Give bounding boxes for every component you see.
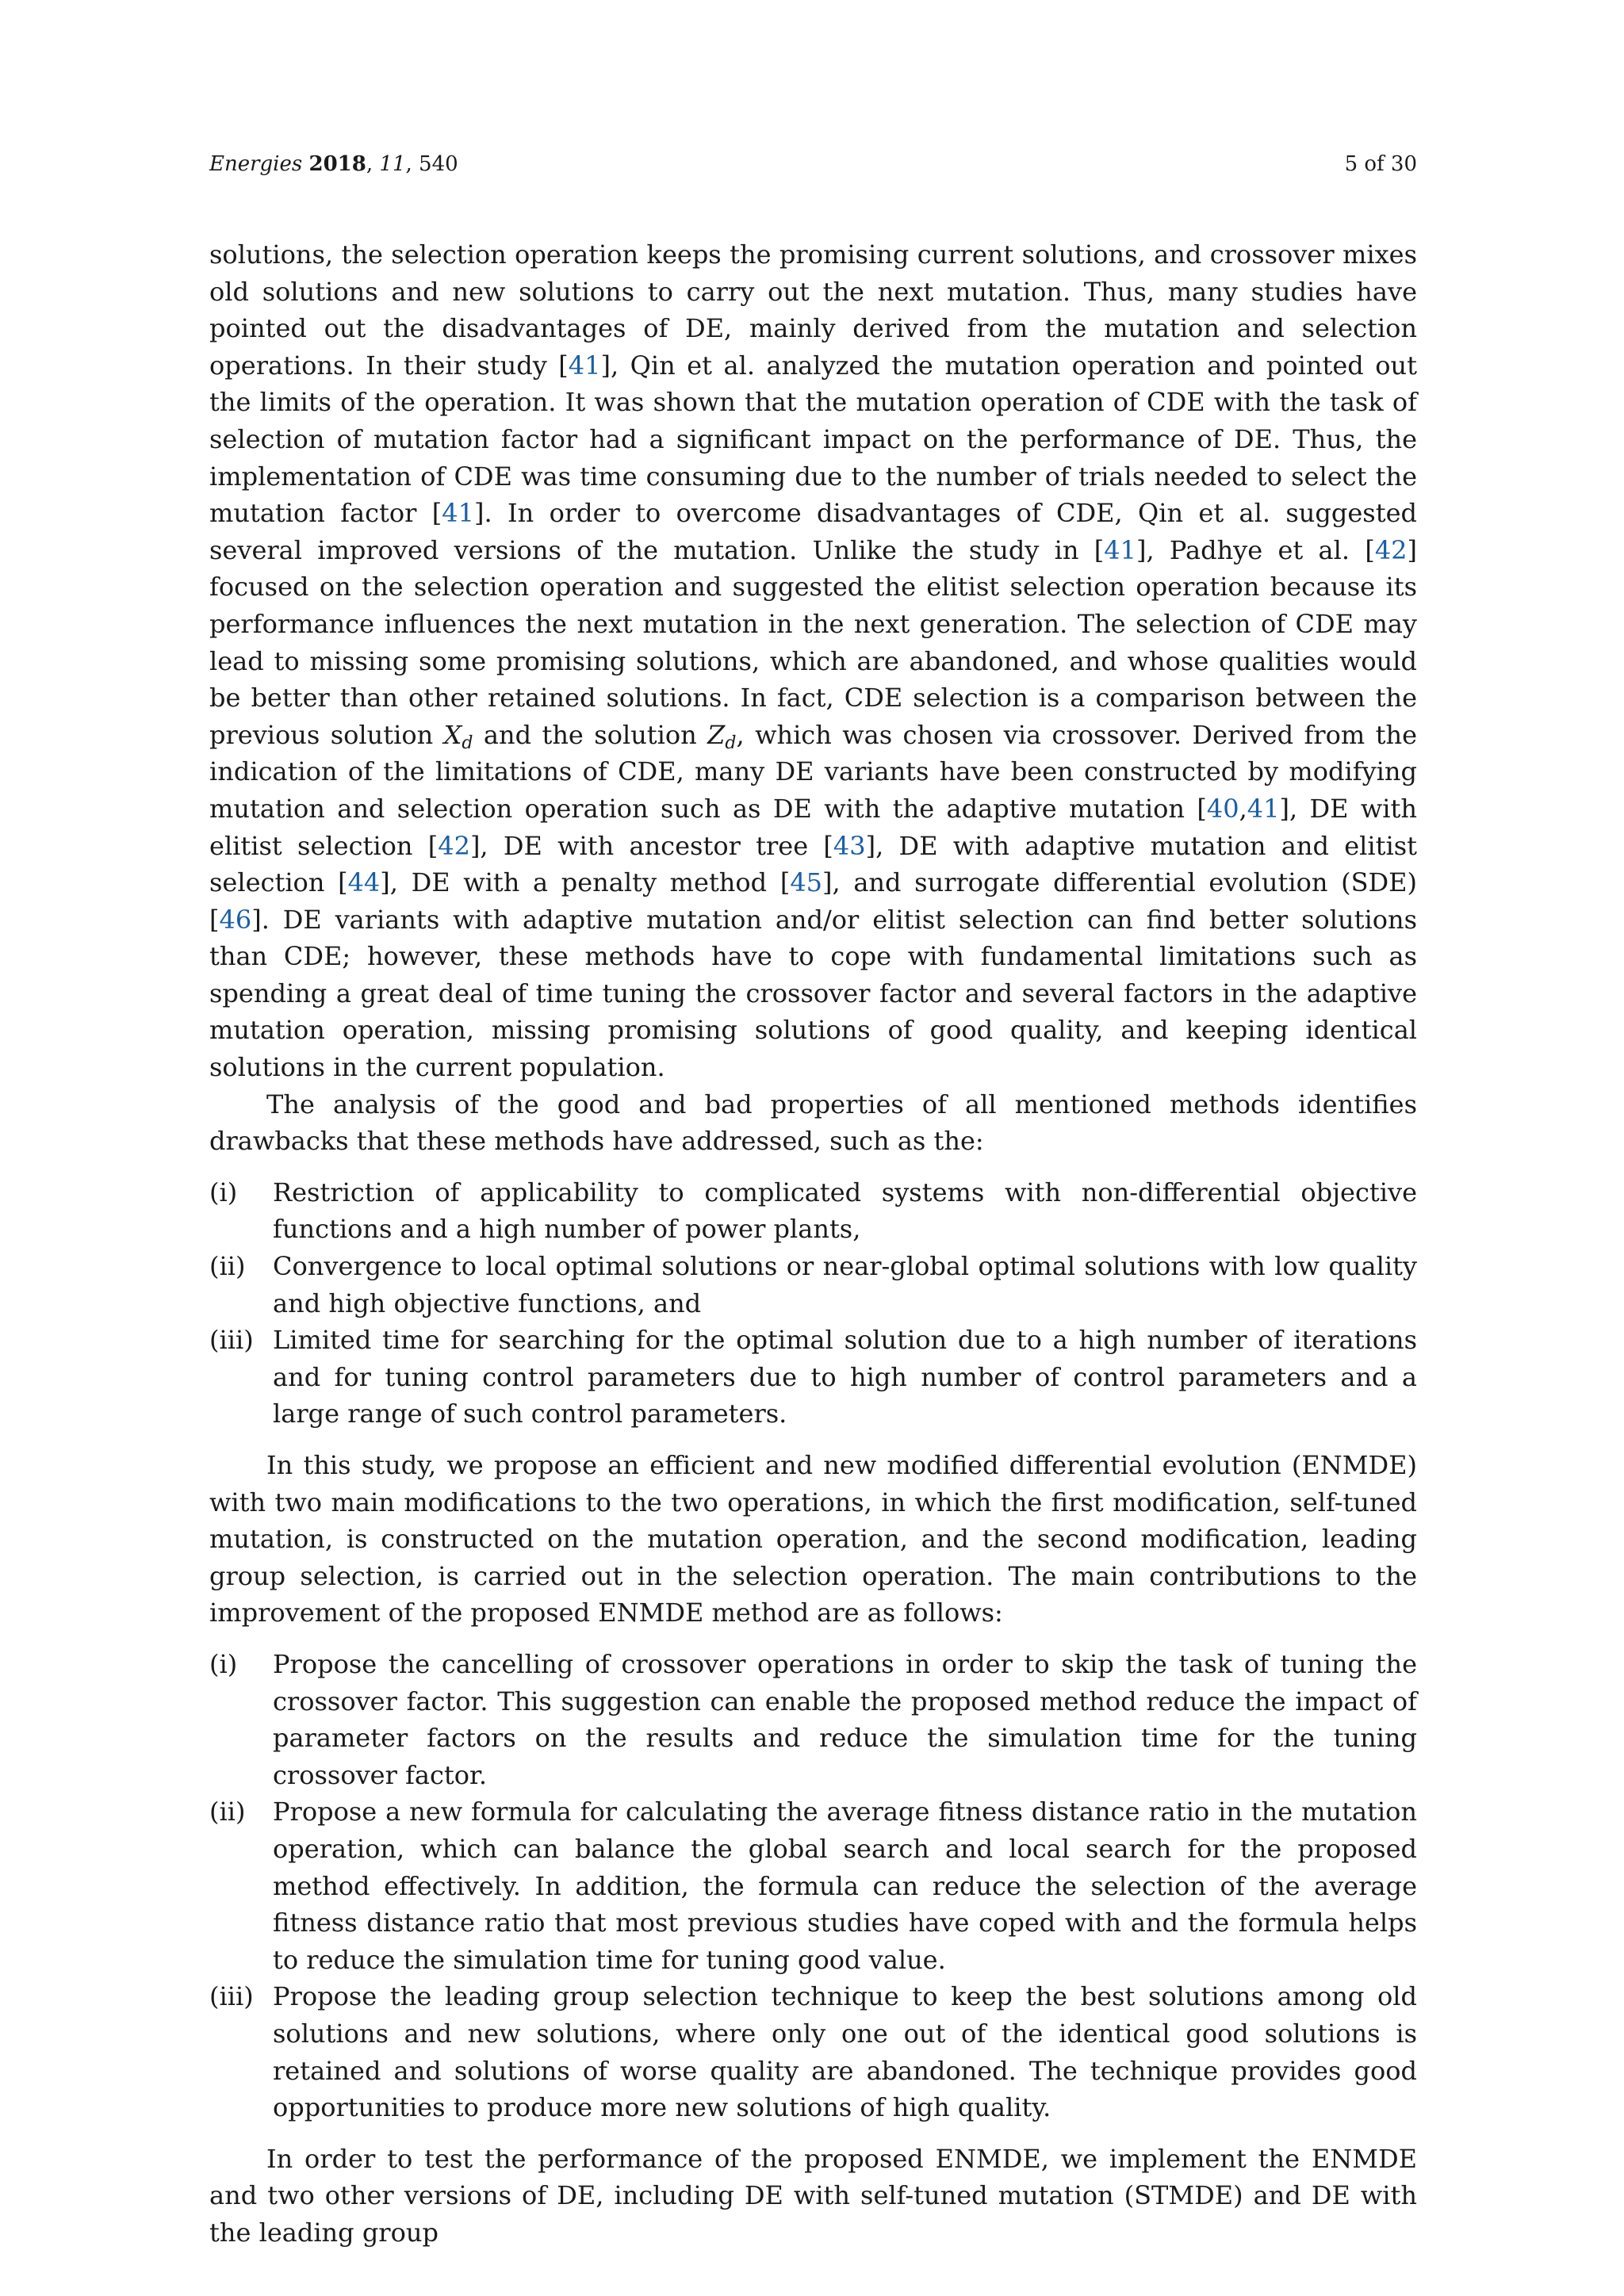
list-item: [209, 1322, 1417, 1433]
text-run: ]. In order to overcome disadvantages of CDE, Qin et al. suggested several improved versions of the mutation. Unlike the study in [: [209, 498, 1418, 565]
list-marker: (ii): [209, 1797, 246, 1827]
citation-link[interactable]: 45: [790, 867, 823, 898]
math-subscript: d: [725, 733, 737, 753]
text-run: ], and surrogate differential evolution (SDE) [: [209, 867, 1418, 935]
contributions-list: [209, 1646, 1417, 2126]
citation-link[interactable]: 41: [1247, 793, 1280, 824]
paragraph-3: In this study, we propose an efficient and new modified differential evolution (ENMDE) with two main modifications to the two operations, in which the first modification, self-tuned mutation, is constructed on the mutation operation, and the second modification, leading group selection, is carried out in the selection operation. The main contributions to the improvement of the proposed ENMDE method are as follows:: [209, 1450, 1417, 1628]
list-item-text: Convergence to local optimal solutions or near-global optimal solutions with low quality and high objective functions, and: [273, 1251, 1417, 1318]
text-run: solutions, the selection operation keeps the promising current solutions, and crossover mixes old solutions and new solutions to carry out the next mutation. Thus, many studies have pointed out the disadvantages of DE, mainly derived from the mutation and selection operations. In their study [: [209, 239, 1417, 381]
list-item: [209, 1793, 1417, 1978]
math-subscript: d: [462, 733, 473, 753]
citation-link[interactable]: 44: [347, 867, 381, 898]
journal-name: Energies: [209, 152, 303, 176]
paragraph-2: The analysis of the good and bad properties of all mentioned methods identifies drawbacks that these methods have addressed, such as the:: [209, 1089, 1417, 1157]
list-marker: (i): [209, 1648, 238, 1679]
journal-volume: 11: [379, 152, 406, 176]
list-item-text: Propose the leading group selection technique to keep the best solutions among old solutions and new solutions, where only one out of the identical good solutions is retained and solutions of worse quality are abandoned. The technique provides good opportunities to produce more new solutions of high quality.: [273, 1981, 1417, 2123]
text-run: , which was chosen via crossover. Derived from the indication of the limitations of CDE, many DE variants have been constructed by modifying mutation and selection operation such as DE with the adaptive mutation [: [209, 719, 1418, 824]
citation-link[interactable]: 43: [833, 830, 866, 861]
text-run: ], DE with elitist selection [: [209, 793, 1418, 861]
list-item-text: Propose the cancelling of crossover operations in order to skip the task of tuning the crossover factor. This suggestion can enable the proposed method reduce the impact of parameter factors on the results and reduce the simulation time for the tuning crossover factor.: [273, 1648, 1417, 1790]
list-item: [209, 1248, 1417, 1322]
list-marker: (iii): [209, 1981, 254, 2012]
text-run: and the solution: [473, 719, 708, 750]
list-marker: (iii): [209, 1325, 254, 1356]
citation-separator: ,: [1239, 793, 1247, 824]
math-base: X: [443, 719, 462, 750]
drawbacks-list: [209, 1174, 1417, 1433]
text-run: ]. DE variants with adaptive mutation and/or elitist selection can find better solutions than CDE; however, these methods have to cope with fundamental limitations such as spending a great deal of time tuning the crossover factor and several factors in the adaptive mutation operation, missing promising solutions of good quality, and keeping identical solutions in the current population.: [209, 904, 1417, 1083]
body-text: [209, 236, 1417, 2251]
math-x-d: [443, 719, 473, 753]
text-run: ], DE with a penalty method [: [380, 867, 791, 898]
text-run: ] focused on the selection operation and suggested the elitist selection operation because its performance influences the next mutation in the next generation. The selection of CDE may lead to missing some promising solutions, which are abandoned, and whose qualities would be better than other retained solutions. In fact, CDE selection is a comparison between the previous solution: [209, 534, 1418, 750]
math-base: Z: [707, 719, 726, 750]
running-header: Energies 2018, 11, 540 5 of 30: [209, 152, 1417, 176]
citation-link[interactable]: 42: [1374, 534, 1408, 565]
list-marker: (ii): [209, 1251, 246, 1282]
citation-link[interactable]: 46: [219, 904, 252, 935]
paragraph-1: [209, 236, 1417, 1086]
list-item-text: Limited time for searching for the optimal solution due to a high number of iterations and for tuning control parameters due to high number of control parameters and a large range of such control parameters.: [273, 1325, 1417, 1429]
citation-link[interactable]: 40: [1206, 793, 1239, 824]
list-item-text: Restriction of applicability to complicated systems with non-differential objective functions and a high number of power plants,: [273, 1177, 1417, 1245]
citation-link[interactable]: 42: [438, 830, 470, 861]
article-number: 540: [419, 152, 458, 176]
text-run: ], Qin et al. analyzed the mutation operation and pointed out the limits of the operation. It was shown that the mutation operation of CDE with the task of selection of mutation factor had a significant impact on the performance of DE. Thus, the implementation of CDE was time consuming due to the number of trials needed to select the mutation factor [: [209, 350, 1418, 529]
list-marker: (i): [209, 1177, 238, 1207]
page-number: 5 of 30: [1344, 152, 1417, 176]
citation-link[interactable]: 41: [568, 350, 601, 381]
paragraph-4: In order to test the performance of the proposed ENMDE, we implement the ENMDE and two other versions of DE, including DE with self-tuned mutation (STMDE) and DE with the leading group: [209, 2143, 1417, 2248]
math-z-d: [707, 719, 737, 753]
text-run: ], Padhye et al. [: [1136, 534, 1375, 565]
list-item: [209, 1978, 1417, 2126]
list-item: [209, 1646, 1417, 1793]
text-run: ], DE with ancestor tree [: [469, 830, 833, 861]
journal-year: 2018: [308, 152, 366, 176]
citation-link[interactable]: 41: [442, 498, 474, 529]
list-item-text: Propose a new formula for calculating the average fitness distance ratio in the mutation operation, which can balance the global search and local search for the proposed method effectively. In addition, the formula can reduce the selection of the average fitness distance ratio that most previous studies have coped with and the formula helps to reduce the simulation time for tuning good value.: [273, 1797, 1417, 1975]
citation-link[interactable]: 41: [1104, 534, 1136, 565]
text-run: ], DE with adaptive mutation and elitist selection [: [209, 830, 1418, 898]
list-item: [209, 1174, 1417, 1248]
